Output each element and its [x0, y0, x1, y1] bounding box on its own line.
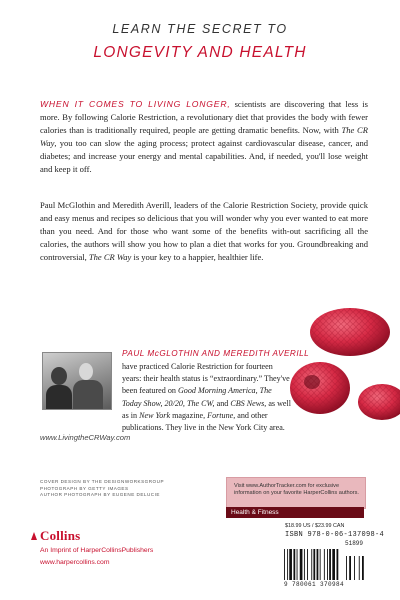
isbn-label: ISBN 978-0-06-137098-4	[285, 531, 385, 539]
author-bio	[122, 361, 292, 434]
bio-media: Good Morning America, The Today Show, 20/20, The CW,	[122, 386, 272, 408]
book-website-link[interactable]: www.LivingtheCRWay.com	[40, 433, 131, 442]
promo-text: Visit www.AuthorTracker.com for exclusive information on your favorite HarperCollins authors.	[234, 483, 359, 497]
paragraph-text: Paul McGlothin and Meredith Averill, leaders of the Calorie Restriction Society, provide quick and easy menus and recipes so delicious that you will wonder why you ever wanted to eat more than you need. And for those who want some of the benefits with-out sacrificing all the calories, the authors will show you how to plan a diet that works for you. Groundbreaking and controversial,	[40, 200, 368, 262]
barcode-addon: 51899	[345, 540, 364, 547]
paragraph-text: is your key to a happier, healthier life.	[131, 251, 264, 262]
book-title: The CR Way	[88, 251, 132, 262]
author-photo	[42, 352, 112, 410]
tagline-headline: LONGEVITY AND HEALTH	[93, 44, 307, 61]
barcode-digits: 9 780061 370984	[284, 581, 345, 588]
paragraph-lead: WHEN IT COMES TO LIVING LONGER,	[40, 99, 231, 109]
paragraph-text: scientists are discovering that less is more. By following Calorie Restriction, a revolutionary diet that provides the body with fewer calories than is traditionally required, people are getting dramatic benefits. Now, with	[40, 99, 368, 135]
raspberries-image	[290, 300, 400, 420]
credit-line: COVER DESIGN BY THE DESIGNWORKSGROUP	[40, 479, 165, 484]
bio-text: , and other publications. They live in the New York City area.	[122, 410, 285, 433]
cover-credits	[40, 479, 164, 499]
book-title: The CR Way	[40, 124, 368, 148]
bio-media: Fortune	[207, 410, 234, 420]
bio-text: magazine,	[170, 410, 208, 420]
tagline-top: LEARN THE SECRET TO	[112, 22, 288, 36]
publisher-logo: Collins	[40, 528, 81, 543]
description-paragraph-1	[40, 98, 368, 175]
collins-logo-icon	[30, 531, 38, 541]
authortracker-promo	[226, 477, 366, 509]
author-names: PAUL McGLOTHIN AND MEREDITH AVERILL	[122, 349, 310, 358]
bio-text: have practiced Calorie Restriction for fourteen years: their health status is “extraordinary.” They've been featured on	[122, 362, 290, 396]
publisher-website-link[interactable]: www.harpercollins.com	[40, 559, 110, 566]
paragraph-text: , you too can slow the aging process; protect against cardiovascular disease, cancer, and diabetes; and increase your energy and mental capabilities. And, if needed, you'll lose weight and keep it off.	[40, 137, 368, 174]
credit-line: PHOTOGRAPH BY GETTY IMAGES	[40, 485, 129, 491]
publisher-imprint: An Imprint of HarperCollinsPublishers	[40, 547, 154, 554]
bio-media: CBS News	[230, 398, 265, 408]
description-paragraph-2	[40, 199, 368, 264]
category-label: Health & Fitness	[226, 507, 364, 518]
credit-line: AUTHOR PHOTOGRAPH BY EUGENE DELUCIE	[40, 492, 160, 498]
bio-media: New York	[139, 410, 171, 420]
price-label: $18.99 US / $23.99 CAN	[285, 523, 345, 529]
bio-text: , as well as in	[122, 398, 292, 420]
bio-text: and	[214, 398, 231, 408]
